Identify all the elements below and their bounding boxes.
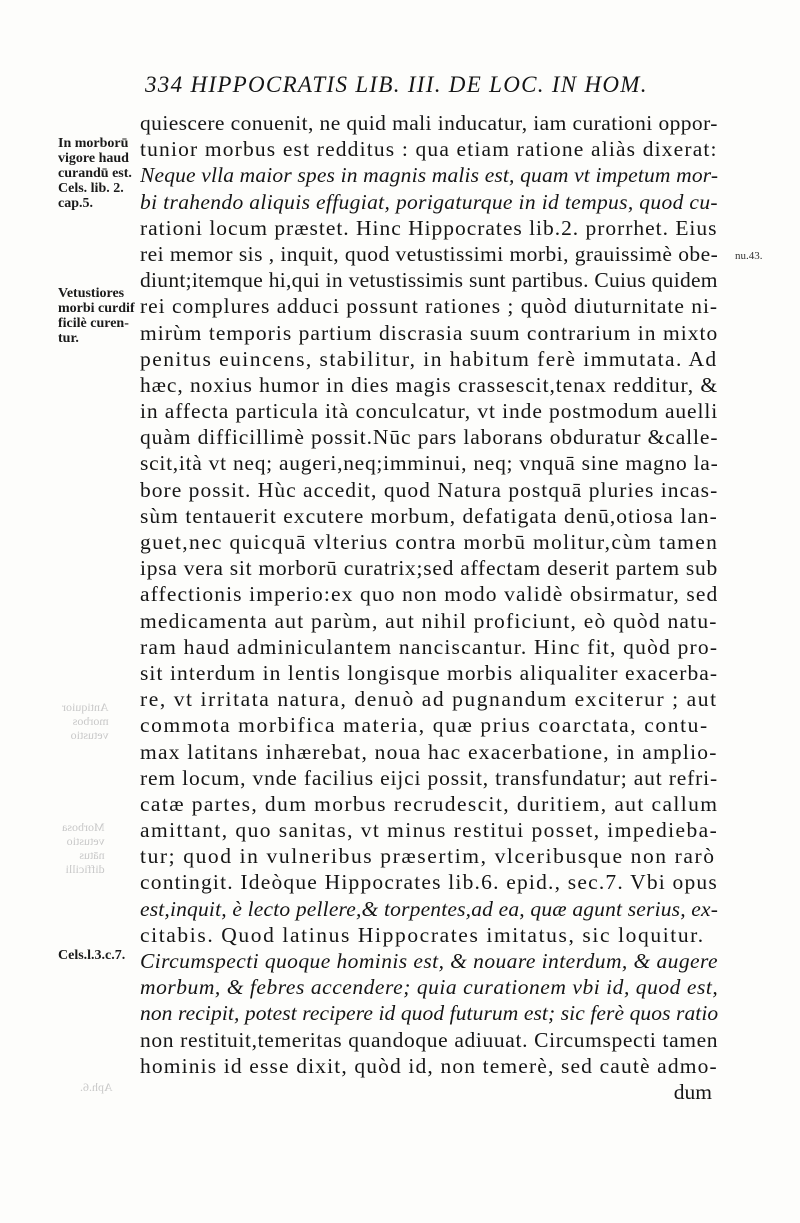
edge-note: nu.43. (735, 250, 763, 262)
text-line: re, vt irritata natura, denuò ad pugnandum exciterur ; aut (140, 687, 718, 712)
text-line: non restituit,temeritas quandoque adiuuat. Circumspecti tamen (140, 1027, 718, 1052)
show-through-note: Antiquior morbos vetustio (62, 700, 109, 742)
text-line: penitus euincens, stabilitur, in habitum ferè immutata. Ad (140, 346, 718, 371)
text-line: non recipit, potest recipere id quod futurum est; sic ferè quos ratio (140, 1001, 718, 1026)
text-line: in affecta particula ità conculcatur, vt inde postmodum auelli (140, 399, 718, 424)
text-line: quàm difficillimè possit.Nūc pars laborans obduratur &calle- (140, 425, 718, 450)
text-line: affectionis imperio:ex quo non modo validè obsirmatur, sed (140, 582, 718, 607)
text-line: medicamenta aut parùm, aut nihil proficiunt, eò quòd natu- (140, 608, 718, 633)
text-line: ipsa vera sit morborū curatrix;sed affectam deserit partem sub (140, 556, 718, 581)
margin-note: Vetustiores morbi curdif ficilè curen- tur. (58, 286, 135, 346)
body-text (140, 110, 718, 1105)
margin-note: Cels.l.3.c.7. (58, 948, 126, 963)
text-line: bore possit. Hùc accedit, quod Natura postquā pluries incas- (140, 477, 718, 502)
text-line: scit,ità vt neq; augeri,neq;imminui, neq; vnquā sine magno la- (140, 451, 718, 476)
text-line: rem locum, vnde facilius eijci possit, transfundatur; aut refri- (140, 765, 718, 790)
running-header: 334 HIPPOCRATIS LIB. III. DE LOC. IN HOM. (145, 72, 648, 97)
text-line: commota morbifica materia, quæ prius coarctata, contu- (140, 713, 709, 738)
text-line: ram haud adminiculantem nanciscantur. Hinc fit, quòd pro- (140, 634, 718, 659)
text-line: sùm tentauerit excutere morbum, defatigata denū,otiosa lan- (140, 503, 718, 528)
text-line: amittant, quo sanitas, vt minus restitui posset, impedieba- (140, 818, 718, 843)
catchword: dum (673, 1079, 712, 1104)
text-line: sit interdum in lentis longisque morbis aliqualiter exacerba- (140, 660, 718, 685)
text-line: Neque vlla maior spes in magnis malis est, quam vt impetum mor- (140, 163, 718, 188)
text-line: guet,nec quicquā vlterius contra morbū molitur,cùm tamen (140, 530, 718, 554)
text-line: citabis. Quod latinus Hippocrates imitatus, sic loquitur. (140, 922, 705, 947)
show-through-note: Morbosa vetustio nātus difficilli (62, 820, 105, 876)
text-line: catæ partes, dum morbus recrudescit, duritiem, aut callum (140, 791, 718, 816)
text-line: tunior morbus est redditus : qua etiam ratione aliàs dixerat: (140, 137, 718, 162)
text-line: bi trahendo aliquis effugiat, porigaturque in id tempus, quod cu- (140, 189, 718, 214)
text-line: max latitans inhærebat, noua hac exacerbatione, in amplio- (140, 739, 718, 764)
text-line: hæc, noxius humor in dies magis crassescit,tenax redditur, & (140, 372, 718, 397)
text-line: quiescere conuenit, ne quid mali inducatur, iam curationi oppor- (140, 111, 718, 135)
text-line: hominis id esse dixit, quòd id, non temerè, sed cautè admo- (140, 1053, 718, 1078)
text-line: mirùm temporis partium discrasia suum contrarium in mixto (140, 320, 718, 345)
text-line: diunt;itemque hi,qui in vetustissimis sunt partibus. Cuius quidem (140, 268, 718, 293)
text-line: rationi locum præstet. Hinc Hippocrates lib.2. prorrhet. Eius (140, 215, 718, 240)
text-line: est,inquit, è lecto pellere,& torpentes,ad ea, quæ agunt serius, ex- (140, 896, 718, 921)
text-line: rei memor sis , inquit, quod vetustissimi morbi, grauissimè obe- (140, 241, 718, 266)
text-line: tur; quod in vulneribus præsertim, vlceribusque non rarò (140, 844, 716, 869)
text-line: contingit. Ideòque Hippocrates lib.6. epid., sec.7. Vbi opus (140, 870, 718, 895)
show-through-note: Aph.6. (80, 1080, 113, 1094)
margin-note: In morborū vigore haud curandū est. Cels. lib. 2. cap.5. (58, 136, 132, 211)
text-line: Circumspecti quoque hominis est, & nouare interdum, & augere (140, 949, 718, 973)
text-line: rei complures adduci possunt rationes ; quòd diuturnitate ni- (140, 294, 718, 319)
text-line: morbum, & febres accendere; quia curationem vbi id, quod est, (140, 975, 718, 1000)
